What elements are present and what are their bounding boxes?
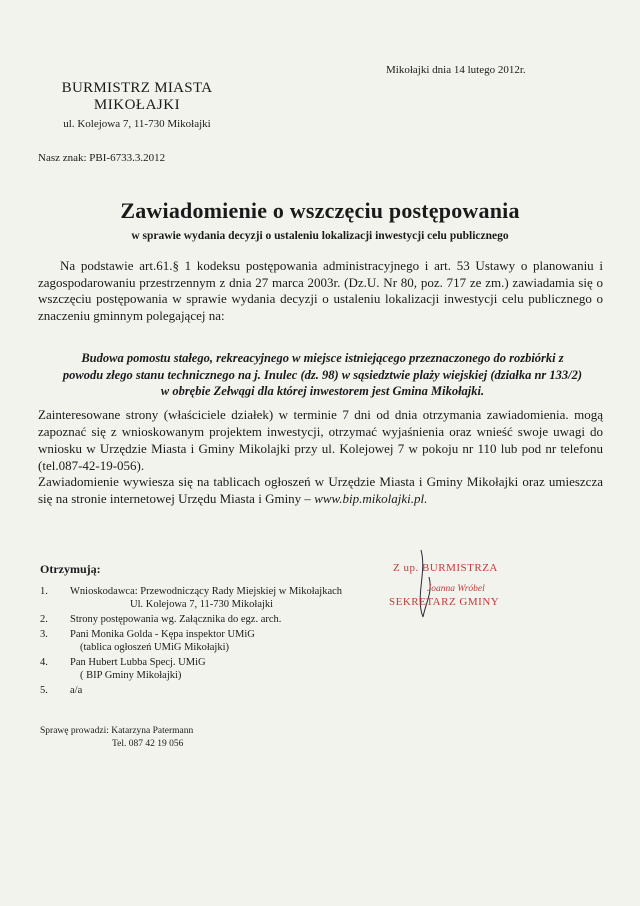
publication-paragraph [38,473,603,507]
office-address: ul. Kolejowa 7, 11-730 Mikołajki [63,118,211,130]
project-line-2: powodu złego stanu technicznego na j. Inulec (dz. 98) w sąsiedztwie plaży wiejskiej (działka nr 133/2) [62,367,583,382]
publication-text: Zawiadomienie wywiesza się na tablicach ogłoszeń w Urzędzie Miasta i Gminy Mikołajki oraz umieszcza się na stronie internetowej Urzędu Miasta i Gminy – [38,474,603,506]
stamp-line-2: SEKRETARZ GMINY [389,596,500,608]
project-line-3: w obrębie Zełwągi dla której inwestorem jest Gmina Mikołajki. [160,384,485,398]
stamp-signature: Joanna Wróbel [427,584,485,594]
bip-link[interactable]: www.bip.mikolajki.pl. [314,491,428,506]
office-title: BURMISTRZ MIASTA [61,80,213,96]
official-stamp [389,552,533,622]
document-subtitle: w sprawie wydania decyzji o ustaleniu lokalizacji inwestycji celu publicznego [131,230,509,242]
recipients-list [40,585,380,699]
list-item: 1. Wnioskodawca: Przewodniczący Rady Miejskiej w Mikołajkach Ul. Kolejowa 7, 11-730 Mikołajki [40,586,343,610]
list-item: 5. a/a [40,685,83,696]
place-date: Mikołajki dnia 14 lutego 2012r. [386,64,526,76]
issuing-office [37,80,237,134]
office-town: MIKOŁAJKI [93,97,181,113]
document-title: Zawiadomienie o wszczęciu postępowania [120,198,520,223]
project-line-1: Budowa pomostu stałego, rekreacyjnego w miejsce istniejącego przeznaczonego do rozbiórki z [81,351,564,365]
project-description [45,350,600,400]
reference-number: Nasz znak: PBI-6733.3.2012 [38,152,166,164]
prepared-by [40,725,193,751]
legal-basis-paragraph: Na podstawie art.61.§ 1 kodeksu postępowania administracyjnego i art. 53 Ustawy o planowaniu i zagospodarowaniu przestrzennym z dnia 27 marca 2003r. (Dz.U. Nr 80, poz. 717 ze zm.) zawiadamia się o wszczęciu postępowania w sprawie wydania decyzji o ustaleniu lokalizacji inwestycji celu publicznego o znaczeniu gminnym polegającej na: [38,258,603,323]
list-item: 4. Pan Hubert Lubba Specj. UMiG ( BIP Gminy Mikołajki) [40,657,206,681]
list-item: 3. Pani Monika Golda - Kępa inspektor UMiG (tablica ogłoszeń UMiG Mikołajki) [40,629,255,653]
prepared-by-phone: Tel. 087 42 19 056 [112,739,184,749]
parties-paragraph: Zainteresowane strony (właściciele działek) w terminie 7 dni od dnia otrzymania zawiadomienia. mogą zapoznać się z wnioskowanym projektem inwestycji, otrzymać wyjaśnienia oraz wnieść swoje uwagi do wniosku w Urzędzie Miasta i Gminy Mikolajki przy ul. Kolejowej 7 w pokoju nr 110 lub pod nr telefonu (tel.087-42-19-056). [38,407,603,473]
list-item: 2. Strony postępowania wg. Załącznika do egz. arch. [40,614,282,625]
prepared-by-name: Sprawę prowadzi: Katarzyna Patermann [40,726,194,736]
recipients-heading: Otrzymują: [40,562,101,576]
stamp-line-1: Z up. BURMISTRZA [393,562,498,574]
